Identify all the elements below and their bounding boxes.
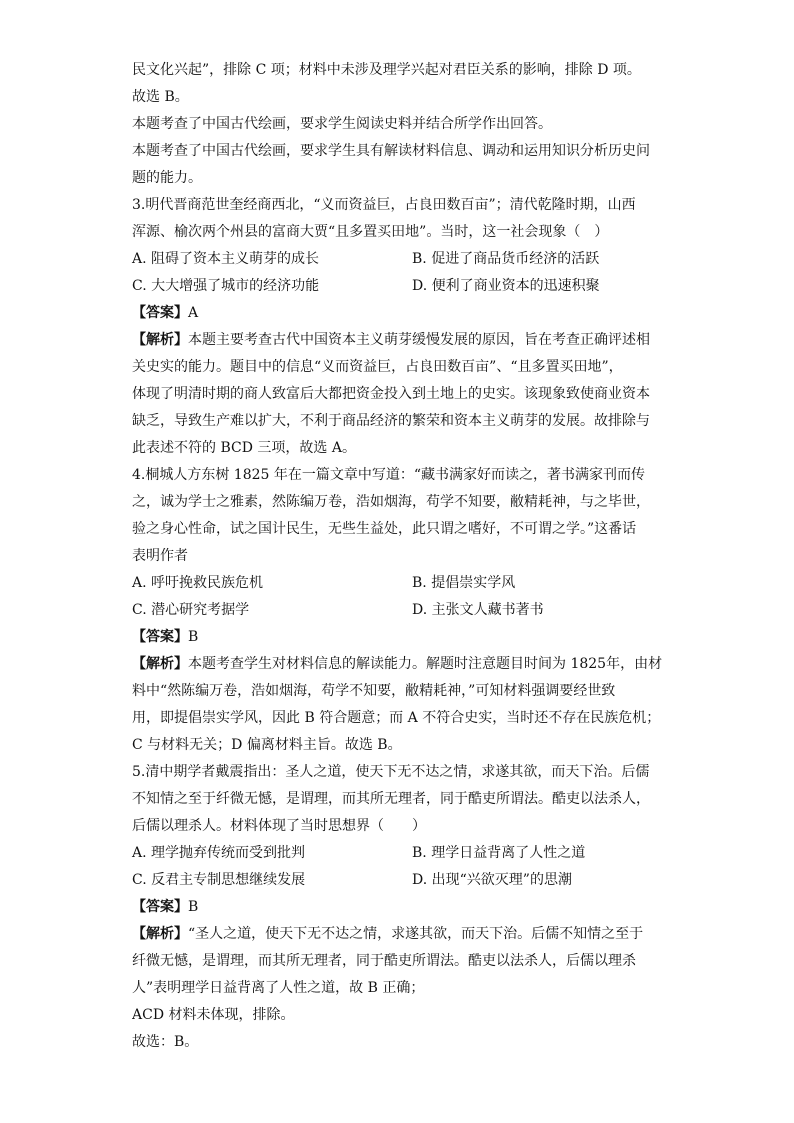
question-3-options-row-2 bbox=[132, 273, 662, 300]
analysis-text: 本题主要考查古代中国资本主义萌芽缓慢发展的原因，旨在考查正确评述相 bbox=[188, 332, 650, 348]
answer-tag: 【答案】 bbox=[132, 305, 188, 321]
option-b: B. 理学日益背离了人性之道 bbox=[412, 845, 586, 861]
analysis-line: 人”表明理学日益背离了人性之道，故 B 正确； bbox=[132, 980, 425, 996]
analysis-tag: 【解析】 bbox=[132, 656, 188, 672]
analysis-tag: 【解析】 bbox=[132, 332, 188, 348]
analysis-line: 缺乏，导致生产难以扩大，不利于商品经济的繁荣和资本主义萌芽的发展。故排除与 bbox=[132, 413, 650, 429]
question-3-answer bbox=[132, 300, 662, 327]
analysis-line: 关史实的能力。题目中的信息“义而资益巨，占良田数百亩”、“且多置买田地”， bbox=[132, 359, 623, 375]
analysis-line: 体现了明清时期的商人致富后大都把资金投入到土地上的史实。该现象致使商业资本 bbox=[132, 386, 650, 402]
text-line: 故选 B。 bbox=[132, 89, 189, 105]
option-a: A. 阻碍了资本主义萌芽的成长 bbox=[132, 251, 320, 267]
document-page bbox=[132, 57, 662, 1056]
question-5-stem: 5.清中期学者戴震指出：圣人之道，使天下无不达之情，求遂其欲，而天下治。后儒 bbox=[132, 764, 650, 780]
question-4-options-row-1 bbox=[132, 570, 662, 597]
option-d: D. 便利了商业资本的迅速积聚 bbox=[412, 278, 600, 294]
analysis-text: 本题考查学生对材料信息的解读能力。解题时注意题目时间为 1825年，由材 bbox=[188, 656, 662, 672]
option-b: B. 促进了商品货币经济的活跃 bbox=[412, 251, 600, 267]
question-3-options-row-1 bbox=[132, 246, 662, 273]
question-4-stem: 验之身心性命，试之国计民生，无些生益处，此只谓之嗜好，不可谓之学。”这番话 bbox=[132, 521, 637, 537]
question-5-answer bbox=[132, 894, 662, 921]
analysis-line: 纤微无憾，是谓理，而其所无理者，同于酷吏所谓法。酷吏以法杀人，后儒以理杀 bbox=[132, 953, 636, 969]
answer-value: B bbox=[188, 629, 199, 645]
option-c: C. 大大增强了城市的经济功能 bbox=[132, 278, 320, 294]
option-d: D. 出现“兴欲灭理”的思潮 bbox=[412, 872, 572, 888]
option-c: C. 潜心研究考据学 bbox=[132, 602, 250, 618]
question-4-stem: 4.桐城人方东树 1825 年在一篇文章中写道：“藏书满家好而读之，著书满家刊而传 bbox=[132, 467, 646, 483]
question-3-stem: 浑源、榆次两个州县的富商大贾“且多置买田地”。当时，这一社会现象（ ） bbox=[132, 224, 609, 240]
analysis-line: 料中“然陈编万卷，浩如烟海，苟学不知要，敝精耗神，”可知材料强调要经世致 bbox=[132, 683, 616, 699]
option-c: C. 反君主专制思想继续发展 bbox=[132, 872, 306, 888]
text-line: 民文化兴起”，排除 C 项；材料中未涉及理学兴起对君臣关系的影响，排除 D 项。 bbox=[132, 62, 641, 78]
question-4-stem: 表明作者 bbox=[132, 548, 188, 564]
option-b: B. 提倡崇实学风 bbox=[412, 575, 516, 591]
answer-tag: 【答案】 bbox=[132, 629, 188, 645]
analysis-line: 此表述不符的 BCD 三项，故选 A。 bbox=[132, 440, 356, 456]
question-5-options-row-2 bbox=[132, 867, 662, 894]
text-line: 题的能力。 bbox=[132, 170, 202, 186]
analysis-line: C 与材料无关；D 偏离材料主旨。故选 B。 bbox=[132, 737, 402, 753]
question-4-analysis bbox=[132, 651, 662, 678]
analysis-text: “圣人之道，使天下无不达之情，求遂其欲，而天下治。后儒不知情之至于 bbox=[188, 926, 644, 942]
option-a: A. 理学抛弃传统而受到批判 bbox=[132, 845, 306, 861]
question-3-analysis bbox=[132, 327, 662, 354]
question-3-stem: 3.明代晋商范世奎经商西北，“义而资益巨，占良田数百亩”；清代乾隆时期，山西 bbox=[132, 197, 636, 213]
text-line: 本题考查了中国古代绘画，要求学生具有解读材料信息、调动和运用知识分析历史问 bbox=[132, 143, 650, 159]
analysis-line: 故选：B。 bbox=[132, 1034, 199, 1050]
answer-value: A bbox=[188, 305, 199, 321]
question-4-options-row-2 bbox=[132, 597, 662, 624]
question-5-stem: 不知情之至于纤微无憾，是谓理，而其所无理者，同于酷吏所谓法。酷吏以法杀人， bbox=[132, 791, 650, 807]
question-4-answer bbox=[132, 624, 662, 651]
answer-tag: 【答案】 bbox=[132, 899, 188, 915]
question-5-analysis bbox=[132, 921, 662, 948]
text-line: 本题考查了中国古代绘画，要求学生阅读史料并结合所学作出回答。 bbox=[132, 116, 552, 132]
answer-value: B bbox=[188, 899, 199, 915]
analysis-line: ACD 材料未体现，排除。 bbox=[132, 1007, 295, 1023]
analysis-line: 用，即提倡崇实学风，因此 B 符合题意；而 A 不符合史实，当时还不存在民族危机； bbox=[132, 710, 661, 726]
analysis-tag: 【解析】 bbox=[132, 926, 188, 942]
question-5-stem: 后儒以理杀人。材料体现了当时思想界（ ） bbox=[132, 818, 426, 834]
option-a: A. 呼吁挽救民族危机 bbox=[132, 575, 264, 591]
option-d: D. 主张文人藏书著书 bbox=[412, 602, 544, 618]
question-5-options-row-1 bbox=[132, 840, 662, 867]
question-4-stem: 之，诚为学士之雅素，然陈编万卷，浩如烟海，苟学不知要，敝精耗神，与之毕世， bbox=[132, 494, 650, 510]
